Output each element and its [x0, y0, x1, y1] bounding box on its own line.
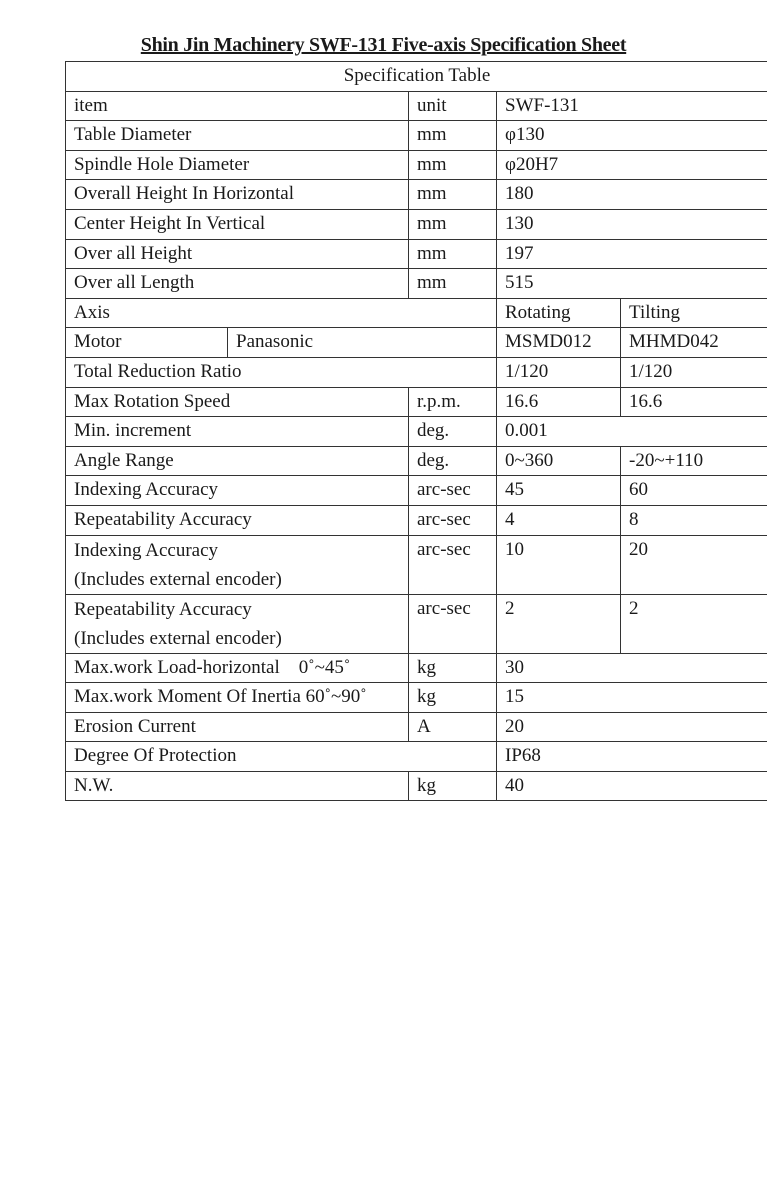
row-value: 130: [497, 209, 767, 239]
row-value: 0.001: [497, 417, 767, 447]
table-row: [66, 269, 767, 299]
table-row: [66, 387, 767, 417]
motor-row: [66, 328, 767, 358]
row-item-line2: (Includes external encoder): [74, 627, 282, 649]
table-row: [66, 150, 767, 180]
header-unit: unit: [409, 91, 497, 121]
table-row: [66, 417, 767, 447]
row-rotating: 16.6: [497, 387, 621, 417]
row-unit: deg.: [409, 446, 497, 476]
table-row: [66, 209, 767, 239]
row-value: 180: [497, 180, 767, 210]
motor-tilting: MHMD042: [621, 328, 767, 358]
row-value: 30: [497, 653, 767, 683]
row-rotating: 0~360: [497, 446, 621, 476]
row-value: 20: [497, 712, 767, 742]
row-item: [66, 535, 409, 594]
table-row: [66, 683, 767, 713]
row-unit: arc-sec: [409, 594, 497, 653]
table-row: [66, 180, 767, 210]
row-item: Angle Range: [66, 446, 409, 476]
row-item: Repeatability Accuracy: [66, 505, 409, 535]
table-row: [66, 742, 767, 772]
row-unit: mm: [409, 121, 497, 151]
row-unit: kg: [409, 771, 497, 801]
row-item: Erosion Current: [66, 712, 409, 742]
row-item: Total Reduction Ratio: [66, 357, 497, 387]
table-row: [66, 771, 767, 801]
row-value: φ130: [497, 121, 767, 151]
row-item: [66, 594, 409, 653]
row-item-line2: (Includes external encoder): [74, 568, 282, 590]
row-rotating: 1/120: [497, 357, 621, 387]
row-tilting: 2: [621, 594, 767, 653]
motor-brand: Panasonic: [228, 328, 497, 358]
motor-label: Motor: [66, 328, 228, 358]
document-title: Shin Jin Machinery SWF-131 Five-axis Specification Sheet: [140, 34, 627, 56]
row-item: Spindle Hole Diameter: [66, 150, 409, 180]
table-row: [66, 476, 767, 506]
row-unit: kg: [409, 683, 497, 713]
table-row: [66, 446, 767, 476]
row-rotating: 2: [497, 594, 621, 653]
row-unit: mm: [409, 209, 497, 239]
row-item-line1: Repeatability Accuracy: [74, 598, 252, 620]
row-item: Max.work Load-horizontal 0˚~45˚: [66, 653, 409, 683]
table-row: [66, 653, 767, 683]
table-row: [66, 594, 767, 653]
row-item: Indexing Accuracy: [66, 476, 409, 506]
table-header-row: [66, 91, 767, 121]
row-item: Table Diameter: [66, 121, 409, 151]
row-unit: mm: [409, 269, 497, 299]
row-item: Degree Of Protection: [66, 742, 497, 772]
row-unit: mm: [409, 239, 497, 269]
row-item: Overall Height In Horizontal: [66, 180, 409, 210]
row-tilting: 60: [621, 476, 767, 506]
row-value: 197: [497, 239, 767, 269]
row-item: N.W.: [66, 771, 409, 801]
row-unit: deg.: [409, 417, 497, 447]
table-caption-row: [66, 62, 767, 92]
row-unit: mm: [409, 150, 497, 180]
row-item: Over all Height: [66, 239, 409, 269]
row-item: Min. increment: [66, 417, 409, 447]
table-row: [66, 239, 767, 269]
axis-row: [66, 298, 767, 328]
row-unit: r.p.m.: [409, 387, 497, 417]
row-unit: arc-sec: [409, 476, 497, 506]
axis-tilting: Tilting: [621, 298, 767, 328]
axis-rotating: Rotating: [497, 298, 621, 328]
row-rotating: 4: [497, 505, 621, 535]
table-row: [66, 357, 767, 387]
header-item: item: [66, 91, 409, 121]
table-caption: Specification Table: [66, 62, 767, 92]
axis-label: Axis: [66, 298, 497, 328]
row-tilting: 1/120: [621, 357, 767, 387]
row-unit: kg: [409, 653, 497, 683]
row-value: φ20H7: [497, 150, 767, 180]
row-value: 15: [497, 683, 767, 713]
table-row: [66, 505, 767, 535]
row-tilting: 16.6: [621, 387, 767, 417]
row-item: Max Rotation Speed: [66, 387, 409, 417]
row-tilting: 8: [621, 505, 767, 535]
row-tilting: 20: [621, 535, 767, 594]
row-unit: arc-sec: [409, 505, 497, 535]
table-row: [66, 712, 767, 742]
header-model: SWF-131: [497, 91, 767, 121]
table-row: [66, 121, 767, 151]
row-item-line1: Indexing Accuracy: [74, 539, 219, 561]
table-row: [66, 535, 767, 594]
row-item: Max.work Moment Of Inertia 60˚~90˚: [66, 683, 409, 713]
row-unit: mm: [409, 180, 497, 210]
row-unit: arc-sec: [409, 535, 497, 594]
motor-rotating: MSMD012: [497, 328, 621, 358]
row-tilting: -20~+110: [621, 446, 767, 476]
row-value: 40: [497, 771, 767, 801]
row-value: IP68: [497, 742, 767, 772]
row-value: 515: [497, 269, 767, 299]
row-rotating: 45: [497, 476, 621, 506]
row-unit: A: [409, 712, 497, 742]
specification-table: [65, 61, 767, 801]
row-item: Center Height In Vertical: [66, 209, 409, 239]
row-rotating: 10: [497, 535, 621, 594]
row-item: Over all Length: [66, 269, 409, 299]
